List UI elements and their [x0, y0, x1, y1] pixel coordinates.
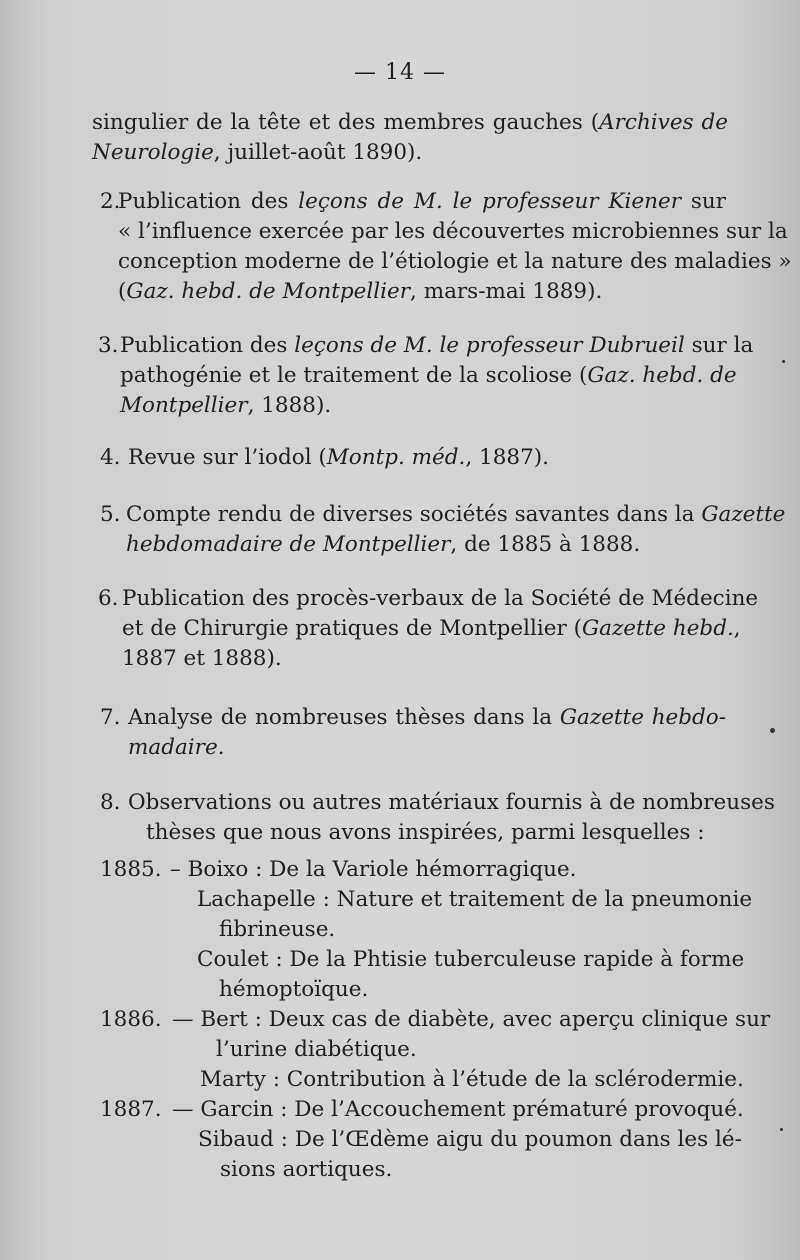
page-number: — 14 — — [354, 60, 446, 85]
item-5 — [126, 500, 786, 560]
item-number: 3. — [98, 333, 119, 358]
text-line: singulier de la tête et des membres gauches (Archives de — [92, 110, 728, 135]
item-6 — [122, 584, 759, 674]
text-line: et de Chirurgie pratiques de Montpellier (Gazette hebd., — [122, 616, 741, 641]
thesis-coulet — [197, 945, 745, 1005]
text-line: l’urine diabétique. — [216, 1037, 417, 1062]
text-line: Marty : Contribution à l’étude de la sclérodermie. — [200, 1067, 744, 1092]
item-number: 5. — [100, 502, 121, 527]
text-line: sions aortiques. — [220, 1157, 393, 1182]
thesis-sibaud — [198, 1125, 742, 1185]
text-line: fibrineuse. — [219, 917, 336, 942]
item-number: 2. — [100, 189, 121, 214]
text-line: (Gaz. hebd. de Montpellier, mars-mai 1889). — [118, 279, 603, 304]
item-number: 7. — [100, 705, 121, 730]
item-3 — [120, 331, 754, 421]
text-line: Coulet : De la Phtisie tuberculeuse rapide à forme — [197, 947, 745, 972]
text-line: – Boixo : De la Variole hémorragique. — [170, 857, 577, 882]
text-line: Montpellier, 1888). — [120, 393, 332, 418]
text-line: Lachapelle : Nature et traitement de la pneumonie — [197, 887, 753, 912]
text-line: hémoptoïque. — [219, 977, 369, 1002]
text-line: Analyse de nombreuses thèses dans la Gazette hebdo- — [128, 705, 727, 730]
year-1887: 1887. — [100, 1097, 162, 1122]
text-line: madaire. — [128, 735, 225, 760]
text-line: Publication des leçons de M. le professeur Dubrueil sur la — [120, 333, 754, 358]
text-line: 1887 et 1888). — [122, 646, 282, 671]
text-line: Compte rendu de diverses sociétés savantes dans la Gazette — [126, 502, 786, 527]
text-line: conception moderne de l’étiologie et la nature des maladies » — [118, 249, 792, 274]
text-line: — Garcin : De l’Accouchement prématuré provoqué. — [172, 1097, 744, 1122]
text-line: Sibaud : De l’Œdème aigu du poumon dans les lé- — [198, 1127, 742, 1152]
text-line: pathogénie et le traitement de la scoliose (Gaz. hebd. de — [120, 363, 737, 388]
text-line: Publication des leçons de M. le professeur Kiener sur — [118, 189, 726, 214]
text-line: Revue sur l’iodol (Montp. méd., 1887). — [128, 445, 549, 470]
thesis-marty — [200, 1065, 744, 1095]
thesis-garcin — [172, 1095, 744, 1125]
year-1885: 1885. — [100, 857, 162, 882]
item-number: 4. — [100, 445, 121, 470]
text-line: hebdomadaire de Montpellier, de 1885 à 1888. — [126, 532, 641, 557]
year-1886: 1886. — [100, 1007, 162, 1032]
thesis-lachapelle — [197, 885, 753, 945]
text-line: Observations ou autres matériaux fournis à de nombreuses — [128, 790, 775, 815]
item-number: 8. — [100, 790, 121, 815]
ink-speck — [782, 360, 785, 363]
text-line: Neurologie, juillet-août 1890). — [92, 140, 423, 165]
item-number: 6. — [98, 586, 119, 611]
ink-speck — [780, 1128, 783, 1131]
item-2 — [118, 187, 792, 307]
thesis-boixo — [170, 855, 730, 885]
ink-speck — [770, 728, 775, 733]
text-line: « l’influence exercée par les découvertes microbiennes sur la — [118, 219, 788, 244]
thesis-bert — [172, 1005, 771, 1065]
item-4 — [128, 443, 726, 473]
item-7 — [128, 703, 726, 763]
text-line: — Bert : Deux cas de diabète, avec aperçu clinique sur — [172, 1007, 771, 1032]
text-line: thèses que nous avons inspirées, parmi lesquelles : — [146, 820, 705, 845]
text-line: Publication des procès-verbaux de la Société de Médecine — [122, 586, 759, 611]
intro-paragraph — [92, 108, 728, 168]
item-8 — [128, 788, 775, 848]
